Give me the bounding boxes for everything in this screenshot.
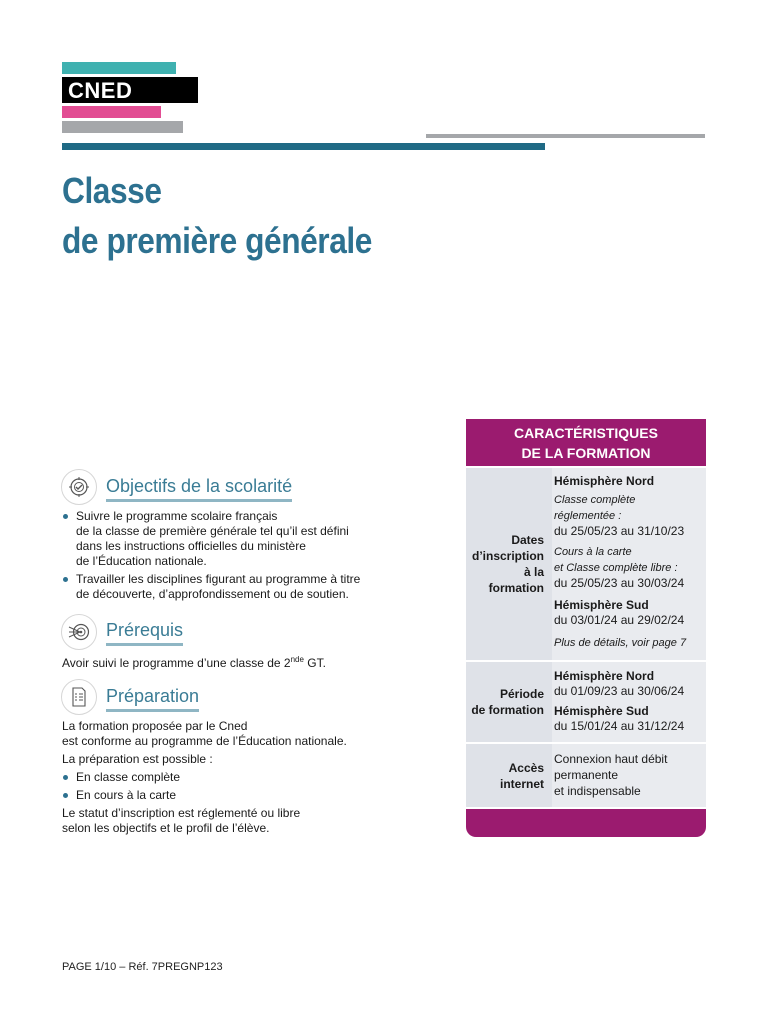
row-label-line: Accès xyxy=(508,760,544,775)
details-link-text: Plus de détails, voir page 7 xyxy=(554,637,687,649)
characteristics-header-line: DE LA FORMATION xyxy=(521,445,651,461)
page-title-line2: de première générale xyxy=(62,220,372,261)
logo-bar-teal xyxy=(62,62,176,74)
prerequis-text-main: Avoir suivi le programme d’une classe de 2 xyxy=(62,656,291,670)
row-periode xyxy=(466,662,706,742)
logo-bar-gray xyxy=(62,121,183,133)
list-item xyxy=(62,572,402,602)
preparation-text xyxy=(62,719,402,839)
preparation-line: La formation proposée par le Cned xyxy=(62,719,248,733)
objectifs-line: de découverte, d’approfondissement ou de soutien. xyxy=(76,587,349,601)
objectifs-line: de l’Éducation nationale. xyxy=(76,554,207,568)
list-item: En classe complète xyxy=(62,770,402,785)
cc-dates: du 25/05/23 au 31/10/23 xyxy=(554,524,685,538)
row-value xyxy=(552,662,706,742)
row-dates xyxy=(466,468,706,660)
cc-label: réglementée : xyxy=(554,510,622,522)
sud-title: Hémisphère Sud xyxy=(554,598,649,612)
row-label-line: de formation xyxy=(471,703,544,717)
characteristics-footer xyxy=(466,809,706,837)
prerequis-text-end: GT. xyxy=(303,656,326,670)
nord-title: Hémisphère Nord xyxy=(554,669,655,683)
preparation-line: La préparation est possible : xyxy=(62,752,213,766)
nord-title: Hémisphère Nord xyxy=(554,474,655,488)
cac-dates: du 25/05/23 au 30/03/24 xyxy=(554,576,685,590)
row-value xyxy=(552,468,706,660)
logo-text: CNED xyxy=(68,78,133,103)
characteristics-box xyxy=(466,419,706,837)
row-label xyxy=(466,468,550,660)
objectifs-line: de la classe de première générale tel qu’il est défini xyxy=(76,524,349,538)
cac-label: et Classe complète libre : xyxy=(554,562,678,574)
objectifs-line: Suivre le programme scolaire français xyxy=(76,509,278,523)
acces-line: permanente xyxy=(554,768,619,782)
acces-line: Connexion haut débit xyxy=(554,752,668,766)
header-rule-blue xyxy=(62,143,545,150)
objectifs-heading: Objectifs de la scolarité xyxy=(106,476,292,502)
row-label xyxy=(466,744,550,807)
nord-dates: du 01/09/23 au 30/06/24 xyxy=(554,684,685,698)
objectifs-list xyxy=(62,509,402,605)
row-value xyxy=(552,744,706,807)
row-label-line: Période xyxy=(499,687,544,701)
row-label-line: à la formation xyxy=(488,565,544,595)
sud-dates: du 03/01/24 au 29/02/24 xyxy=(554,613,685,627)
target-check-icon xyxy=(61,469,97,505)
cc-label: Classe complète xyxy=(554,494,636,506)
prerequis-sup: nde xyxy=(290,655,304,664)
row-label-line: d’inscription xyxy=(472,549,544,563)
objectifs-line: Travailler les disciplines figurant au programme à titre xyxy=(76,572,361,586)
row-label-line: Dates xyxy=(511,533,544,547)
acces-line: et indispensable xyxy=(554,784,641,798)
row-label-line: internet xyxy=(499,776,544,791)
page-footer: PAGE 1/10 – Réf. 7PREGNP123 xyxy=(62,961,223,973)
row-acces xyxy=(466,744,706,807)
preparation-line: Le statut d’inscription est réglementé ou libre xyxy=(62,806,301,820)
preparation-line: est conforme au programme de l’Éducation nationale. xyxy=(62,734,347,748)
document-icon xyxy=(61,679,97,715)
prerequis-heading: Prérequis xyxy=(106,620,183,646)
preparation-line: selon les objectifs et le profil de l’élève. xyxy=(62,821,270,835)
prerequis-text xyxy=(62,652,402,671)
characteristics-header-line: CARACTÉRISTIQUES xyxy=(514,425,658,441)
list-item xyxy=(62,509,402,569)
sud-title: Hémisphère Sud xyxy=(554,704,649,718)
list-item: En cours à la carte xyxy=(62,788,402,803)
objectifs-line: dans les instructions officielles du ministère xyxy=(76,539,306,553)
logo xyxy=(62,77,198,103)
header-rule-gray xyxy=(426,134,705,138)
cac-label: Cours à la carte xyxy=(554,546,632,558)
row-label xyxy=(466,662,550,742)
characteristics-header xyxy=(466,419,706,466)
page-title xyxy=(62,166,562,266)
preparation-heading: Préparation xyxy=(106,686,199,712)
sud-dates: du 15/01/24 au 31/12/24 xyxy=(554,719,685,733)
logo-bar-pink xyxy=(62,106,161,118)
target-arrow-icon xyxy=(61,614,97,650)
page-title-line1: Classe xyxy=(62,170,162,211)
